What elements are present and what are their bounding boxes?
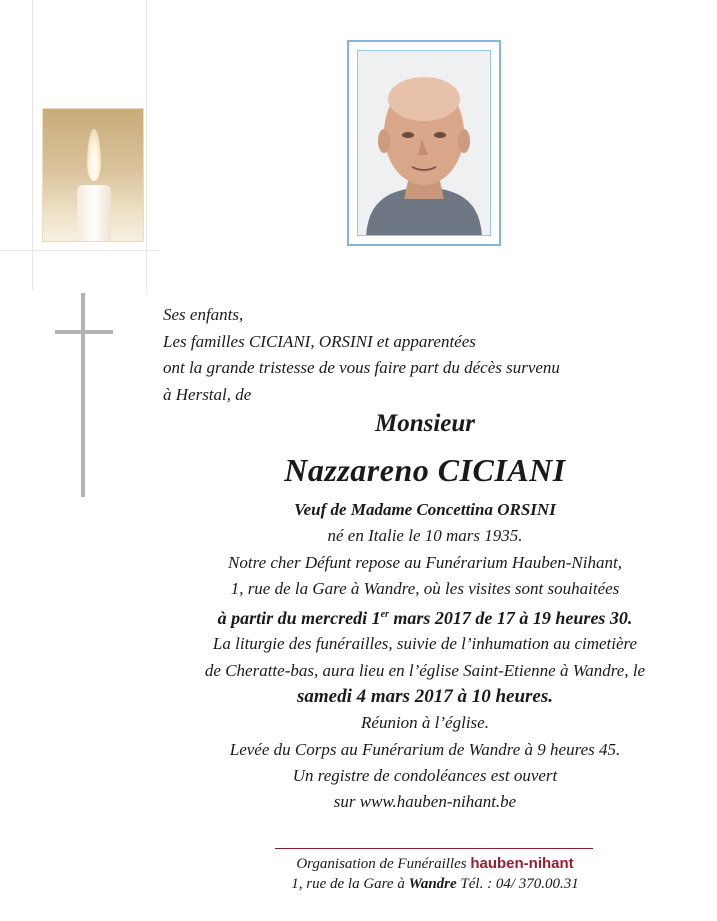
intro-text: [163, 302, 663, 408]
brand-logo: hauben-nihant: [470, 855, 574, 872]
footer-org: [270, 855, 600, 873]
intro-line: à Herstal, de: [163, 384, 252, 404]
levee-line: Levée du Corps au Funérarium de Wandre à 9 heures 45.: [229, 739, 621, 759]
frame-line-vertical: [32, 0, 33, 290]
reunion-line: Réunion à l’église.: [361, 713, 489, 733]
cross-icon-bar: [55, 330, 113, 334]
footer-town: Wandre: [408, 876, 457, 892]
visits-line: à partir du mercredi 1er mars 2017 de 17 à 19 heures 30.: [217, 608, 633, 629]
portrait-frame: [357, 50, 491, 236]
rest-line: 1, rue de la Gare à Wandre, où les visites sont souhaitées: [230, 578, 620, 598]
register-website-line: sur www.hauben-nihant.be: [333, 792, 517, 812]
footer-divider: [275, 848, 593, 849]
liturgy-line: de Cheratte-bas, aura lieu en l’église Saint-Etienne à Wandre, le: [204, 660, 646, 680]
liturgy-line: La liturgie des funérailles, suivie de l’inhumation au cimetière: [212, 634, 638, 654]
footer-tel-label: Tél. :: [460, 876, 493, 892]
intro-line: ont la grande tristesse de vous faire part du décès survenu: [163, 358, 560, 377]
footer-tel: 04/ 370.00.31: [495, 876, 579, 892]
footer-address: 1, rue de la Gare à Wandre Tél. : 04/ 370.00.31: [291, 876, 579, 892]
notice-body: [120, 497, 717, 816]
portrait-photo: [347, 40, 501, 246]
candle-background: [42, 108, 144, 242]
register-line: Un registre de condoléances est ouvert: [292, 765, 558, 785]
title-monsieur: Monsieur: [374, 410, 476, 437]
candle-icon: [77, 185, 111, 241]
cross-icon: [81, 293, 85, 497]
intro-line: Ses enfants,: [163, 305, 244, 324]
rest-line: Notre cher Défunt repose au Funérarium Hauben-Nihant,: [228, 552, 622, 572]
intro-line: Les familles CICIANI, ORSINI et apparentées: [163, 331, 476, 351]
frame-line-horizontal: [0, 250, 160, 251]
portrait-person-icon: [358, 51, 490, 236]
candle-flame-icon: [87, 129, 101, 181]
ceremony-date: samedi 4 mars 2017 à 10 heures.: [297, 686, 553, 708]
widower-line: Veuf de Madame Concettina ORSINI: [294, 500, 556, 519]
candle-image: [36, 100, 148, 245]
footer-org-label: Organisation de Funérailles: [296, 856, 467, 872]
born-line: né en Italie le 10 mars 1935.: [327, 526, 523, 546]
deceased-name: Nazzareno CICIANI: [284, 452, 566, 488]
